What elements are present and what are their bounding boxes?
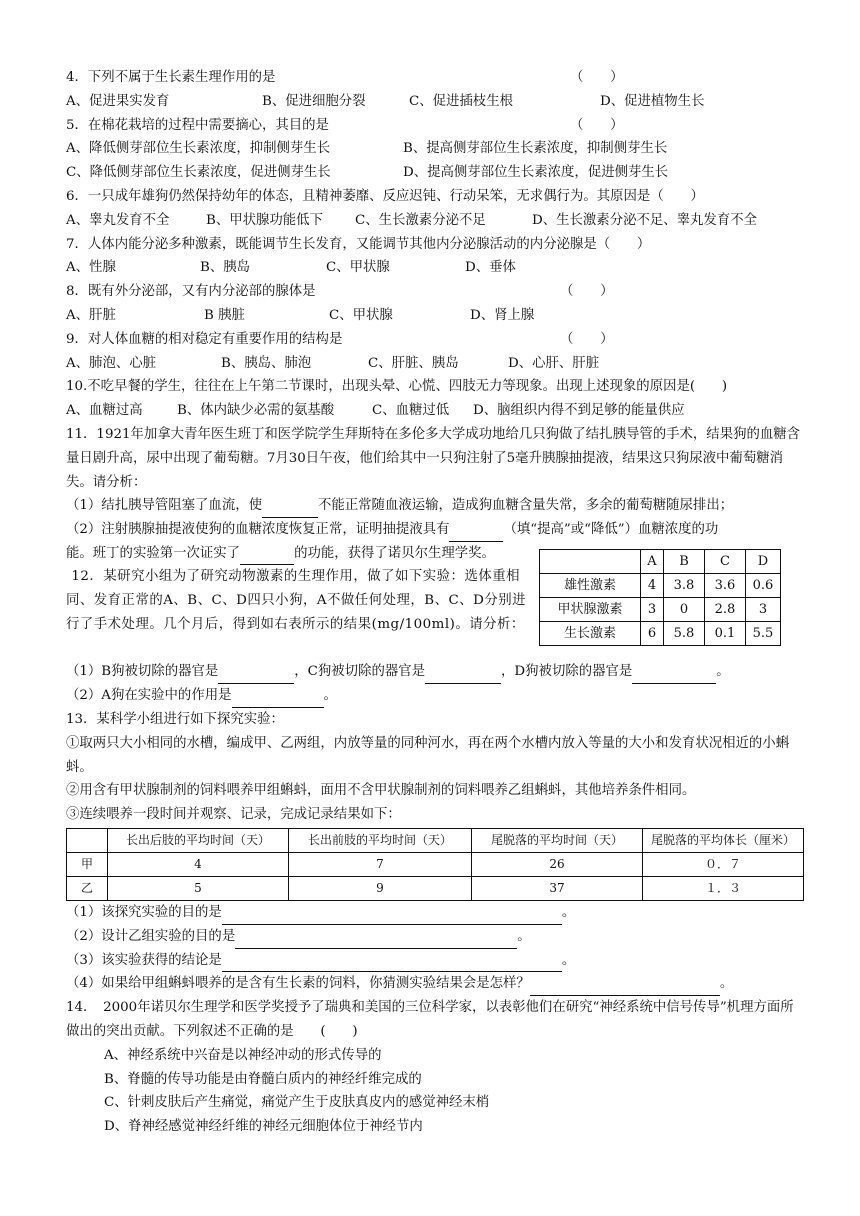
- table-cell: 6: [641, 622, 664, 646]
- sub-2-text: （2）设计乙组实验的目的是: [66, 928, 236, 944]
- sub-1-text: （1）该探究实验的目的是: [66, 904, 222, 920]
- option-c: C、降低侧芽部位生长素浓度，促进侧芽生长: [66, 165, 331, 181]
- question-13-sub-2: [66, 925, 804, 949]
- table-row: [540, 622, 781, 646]
- question-14-option-c: [66, 1091, 804, 1115]
- question-5-options-cd: [66, 161, 804, 185]
- table-row: [540, 598, 781, 622]
- option-d: D、促进植物生长: [600, 93, 705, 109]
- hormone-results-table: [539, 549, 781, 646]
- question-13-sub-3: [66, 949, 804, 973]
- table-cell: 5.8: [664, 622, 705, 646]
- question-10-stem: 10.不吃早餐的学生，往往在上午第二节课时，出现头晕、心慌、四肢无力等现象。出现上述现象的原因是( ): [66, 379, 728, 395]
- table-cell: 9: [289, 876, 472, 900]
- table-header-row: [540, 550, 781, 574]
- sub-4-end: 。: [719, 976, 734, 992]
- table-cell: 乙: [67, 876, 108, 900]
- answer-blank[interactable]: [530, 978, 720, 996]
- answer-blank[interactable]: [632, 666, 716, 684]
- sub-2-text-b: （填“提高”或“降低”）血糖浓度的功: [503, 521, 719, 537]
- question-9-options: [66, 352, 804, 376]
- option-b: B、提高侧芽部位生长素浓度，抑制侧芽生长: [403, 141, 668, 157]
- sub-3-text-a: 能。班丁的实验第一次证实了: [66, 545, 241, 561]
- table-cell: 0.1: [705, 622, 746, 646]
- table-cell: 7: [289, 852, 472, 876]
- question-7-stem-line: [66, 233, 804, 257]
- table-cell: 5: [108, 876, 289, 900]
- option-a: A、降低侧芽部位生长素浓度，抑制侧芽生长: [66, 141, 331, 157]
- option-d: D、脑组织内得不到足够的能量供应: [473, 403, 685, 419]
- answer-blank[interactable]: [425, 666, 501, 684]
- sub-1-end: 。: [561, 904, 576, 920]
- question-9-stem: 9．对人体血糖的相对稳定有重要作用的结构是: [66, 331, 343, 347]
- option-b: B、胰岛: [200, 260, 251, 276]
- option-c: C、甲状腺: [326, 260, 390, 276]
- sub-2-text-b: 。: [323, 688, 337, 704]
- answer-blank[interactable]: [262, 500, 318, 518]
- table-cell: 5.5: [746, 622, 781, 646]
- question-13-sub-1: [66, 901, 804, 925]
- table-cell: 雄性激素: [540, 574, 641, 598]
- option-a: A、血糖过高: [66, 403, 143, 419]
- option-c: C、甲状腺: [329, 307, 393, 323]
- question-13-step-1: ①取两只大小相同的水槽，编成甲、乙两组，内放等量的同种河水，再在两个水槽内放入等量的大小和发育状况相近的小蝌蚪。: [66, 735, 790, 775]
- table-cell: 3.6: [705, 574, 746, 598]
- question-7-options: [66, 256, 804, 280]
- option-d: D、生长激素分泌不足、睾丸发育不全: [532, 212, 757, 228]
- table-cell: 3: [641, 598, 664, 622]
- question-6-stem-line: [66, 185, 804, 209]
- table-cell: 3: [746, 598, 781, 622]
- question-5-stem-line: [66, 114, 804, 138]
- sub-3-end: 。: [561, 952, 576, 968]
- question-6-options: [66, 209, 804, 233]
- answer-blank[interactable]: [222, 907, 562, 925]
- sub-2-text-a: （2）A狗在实验中的作用是: [66, 688, 232, 704]
- answer-blank[interactable]: [232, 690, 324, 708]
- table-cell: 3.8: [664, 574, 705, 598]
- question-4-stem-line: [66, 66, 804, 90]
- table-header-cell: C: [705, 550, 746, 574]
- option-a: A、肝脏: [66, 307, 116, 323]
- sub-1-text-b: ，C狗被切除的器官是: [294, 664, 426, 680]
- sub-1-text-b: 不能正常随血液运输，造成狗血糖含量失常，多余的葡萄糖随尿排出；: [318, 497, 734, 513]
- table-cell: １．３: [643, 876, 804, 900]
- option-c: C、针刺皮肤后产生痛觉，痛觉产生于皮肤真皮内的感觉神经末梢: [104, 1095, 490, 1111]
- option-b: B、促进细胞分裂: [262, 93, 366, 109]
- table-header-cell: D: [746, 550, 781, 574]
- sub-2-end: 。: [517, 928, 531, 944]
- question-13-stem: 13．某科学小组进行如下探究实验：: [66, 711, 284, 727]
- option-a: A、肺泡、心脏: [66, 355, 157, 371]
- sub-1-text-c: ，D狗被切除的器官是: [501, 664, 633, 680]
- answer-blank[interactable]: [449, 524, 503, 542]
- answer-parenthesis: （ ）: [570, 70, 624, 85]
- question-11-sub-2: [66, 518, 804, 542]
- question-10-stem-line: [66, 375, 804, 399]
- table-cell: 26: [472, 852, 643, 876]
- question-14-option-d: [66, 1115, 804, 1139]
- option-b: B 胰脏: [204, 307, 245, 323]
- question-6-stem: 6．一只成年雄狗仍然保持幼年的体态，且精神萎靡、反应迟钝、行动呆笨，无求偶行为。其原因是（ ）: [66, 188, 704, 204]
- table-cell: 0: [664, 598, 705, 622]
- tadpole-results-table: [66, 828, 804, 901]
- option-c: C、血糖过低: [372, 403, 450, 419]
- answer-blank[interactable]: [222, 954, 562, 972]
- table-cell: 37: [472, 876, 643, 900]
- sub-1-text-a: （1）结扎胰导管阻塞了血流，使: [66, 497, 262, 513]
- question-4-options: [66, 90, 804, 114]
- sub-2-text-a: （2）注射胰腺抽提液使狗的血糖浓度恢复正常，证明抽提液具有: [66, 521, 450, 537]
- option-a: A、神经系统中兴奋是以神经冲动的形式传导的: [104, 1047, 382, 1063]
- table-cell: 甲: [67, 852, 108, 876]
- question-10-options: [66, 399, 804, 423]
- table-header-cell: 长出前肢的平均时间（天）: [289, 828, 472, 852]
- table-cell: 0.6: [746, 574, 781, 598]
- sub-4-text: （4）如果给甲组蝌蚪喂养的是含有生长素的饲料，你猜测实验结果会是怎样？: [66, 976, 530, 992]
- question-11-sub-1: [66, 494, 804, 518]
- question-13-sub-4: [66, 972, 804, 996]
- option-d: D、心肝、肝脏: [508, 355, 600, 371]
- table-header-cell: [67, 828, 108, 852]
- option-a: A、促进果实发育: [66, 93, 170, 109]
- option-a: A、性腺: [66, 260, 116, 276]
- sub-3-text: （3）该实验获得的结论是: [66, 952, 222, 968]
- question-8-stem-line: [66, 280, 804, 304]
- table-header-row: [67, 828, 804, 852]
- question-13-step-2-line: [66, 779, 804, 803]
- question-14-option-b: [66, 1068, 804, 1092]
- question-12-sub-2: [66, 684, 804, 708]
- option-b: B、胰岛、肺泡: [221, 355, 312, 371]
- option-c: C、肝脏、胰岛: [368, 355, 459, 371]
- table-cell: 4: [108, 852, 289, 876]
- question-8-stem: 8．既有外分泌部，又有内分泌部的腺体是: [66, 284, 316, 300]
- answer-blank[interactable]: [240, 547, 294, 565]
- option-c: C、促进插枝生根: [409, 93, 513, 109]
- question-13-step-2: ②用含有甲状腺制剂的饲料喂养甲组蝌蚪，面用不含甲状腺制剂的饲料喂养乙组蝌蚪，其他培养条件相同。: [66, 783, 696, 799]
- option-b: B、脊髓的传导功能是由脊髓白质内的神经纤维完成的: [104, 1071, 422, 1087]
- question-12-sub-1: [66, 660, 804, 684]
- table-header-cell: 尾脱落的平均时间（天）: [472, 828, 643, 852]
- question-4-stem: 4．下列不属于生长素生理作用的是: [66, 70, 276, 85]
- table-cell: 甲状腺激素: [540, 598, 641, 622]
- option-d: D、提高侧芽部位生长素浓度，促进侧芽生长: [403, 165, 669, 181]
- question-14-stem: 14． 2000年诺贝尔生理学和医学奖授予了瑞典和美国的三位科学家，以表彰他们在研究“神经系统中信号传导”机理方面所做出的突出贡献。下列叙述不正确的是 ( ): [66, 1000, 794, 1039]
- question-9-stem-line: [66, 328, 804, 352]
- sub-1-text-d: 。: [716, 664, 730, 680]
- question-13-step-3: ③连续喂养一段时间并观察、记录，完成记录结果如下：: [66, 807, 401, 823]
- question-13-step-3-line: [66, 803, 804, 827]
- table-header-cell: 长出后肢的平均时间（天）: [108, 828, 289, 852]
- question-5-options-ab: [66, 137, 804, 161]
- sub-3-text-b: 的功能，获得了诺贝尔生理学奖。: [294, 545, 495, 561]
- sub-1-text-a: （1）B狗被切除的器官是: [66, 664, 219, 680]
- question-13-stem-line: [66, 708, 804, 732]
- question-12-intro: 12．某研究小组为了研究动物激素的生理作用，做了如下实验：选体重相同、发育正常的A、B、C、D四只小狗，A不做任何处理，B、C、D分别进行了手术处理。几个月后，得到如右表所示的结果(mg/100ml)。请分析：: [66, 569, 527, 632]
- table-cell: 4: [641, 574, 664, 598]
- table-header-cell: 尾脱落的平均体长（厘米）: [643, 828, 804, 852]
- answer-parenthesis: （ ）: [560, 331, 614, 347]
- table-row: [540, 574, 781, 598]
- table-cell: ０．７: [643, 852, 804, 876]
- table-header-cell: A: [641, 550, 664, 574]
- table-row: [67, 852, 804, 876]
- answer-parenthesis: （ ）: [560, 284, 614, 300]
- table-header-cell: B: [664, 550, 705, 574]
- question-8-options: [66, 304, 804, 328]
- option-b: B、甲状腺功能低下: [206, 212, 323, 228]
- option-d: D、肾上腺: [470, 307, 535, 323]
- question-5-stem: 5．在棉花栽培的过程中需要摘心，其目的是: [66, 117, 329, 133]
- option-d: D、脊神经感觉神经纤维的神经元细胞体位于神经节内: [104, 1119, 423, 1135]
- question-11-intro: 11．1921年加拿大青年医生班丁和医学院学生拜斯特在多伦多大学成功地给几只狗做了结扎胰导管的手术，结果狗的血糖含量日剧升高，尿中出现了葡萄糖。7月30日午夜，他们给其中一只狗注射了5毫升胰腺抽提液，结果这只狗尿液中葡萄糖消失。请分析：: [66, 426, 801, 490]
- table-cell: 生长激素: [540, 622, 641, 646]
- question-7-stem: 7．人体内能分泌多种激素，既能调节生长发育，又能调节其他内分泌腺活动的内分泌腺是（ ）: [66, 236, 651, 252]
- table-cell: 2.8: [705, 598, 746, 622]
- option-a: A、睾丸发育不全: [66, 212, 170, 228]
- option-d: D、垂体: [465, 260, 516, 276]
- table-header-cell: [540, 550, 641, 574]
- answer-blank[interactable]: [218, 666, 294, 684]
- table-row: [67, 876, 804, 900]
- answer-blank[interactable]: [235, 931, 517, 949]
- option-b: B、体内缺少必需的氨基酸: [177, 403, 335, 419]
- option-c: C、生长激素分泌不足: [355, 212, 486, 228]
- answer-parenthesis: （ ）: [570, 117, 624, 133]
- question-14-option-a: [66, 1044, 804, 1068]
